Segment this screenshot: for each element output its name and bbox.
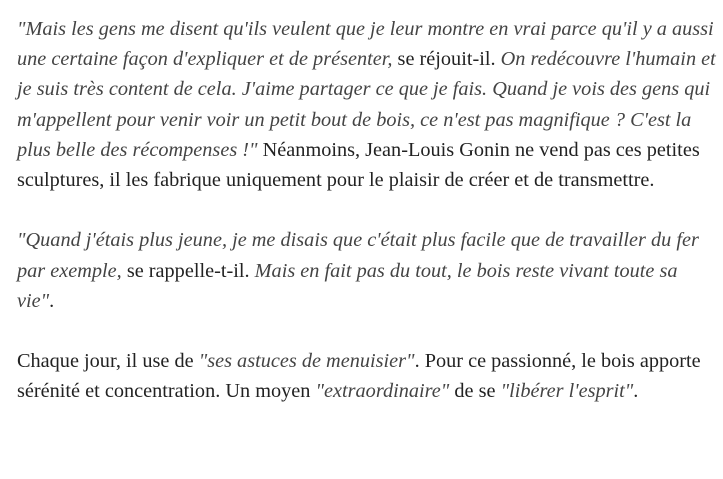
quote-text: "Quand j'étais plus jeune, je me disais que c'était plus facile que de travailler du fer par exemple, [17,229,699,282]
narration-text: de se [449,380,501,403]
narration-text: se réjouit-il. [392,48,501,71]
paragraph-3 [17,346,717,406]
narration-text: Néanmoins, Jean-Louis Gonin ne vend pas ces petites sculptures, il les fabrique uniquement pour le plaisir de créer et de transmettre. [17,138,700,192]
paragraph-1 [17,14,717,195]
article-body [17,14,717,407]
narration-text: Chaque jour, il use de [17,350,199,373]
quote-text: Mais en fait pas du tout, le bois reste vivant toute sa vie" [17,259,678,312]
narration-text: . [49,289,55,312]
quote-text: "extraordinaire" [315,380,450,403]
narration-text: se rappelle-t-il. [121,259,255,282]
quote-text: "libérer l'esprit" [500,380,634,403]
paragraph-2 [17,225,717,316]
quote-text: "Mais les gens me disent qu'ils veulent que je leur montre en vrai parce qu'il y a aussi une certaine façon d'expliquer et de présenter, [17,18,714,71]
narration-text: . [633,380,639,403]
narration-text: . Pour ce passionné, le bois apporte sérénité et concentration. Un moyen [17,350,701,403]
quote-text: On redécouvre l'humain et je suis très content de cela. J'aime partager ce que je fais. Quand je vois des gens qui m'appellent pour venir voir un petit bout de bois, ce n'est pas magnifique ? C'est la plus belle des récompenses !" [17,48,716,161]
quote-text: "ses astuces de menuisier" [198,350,415,373]
